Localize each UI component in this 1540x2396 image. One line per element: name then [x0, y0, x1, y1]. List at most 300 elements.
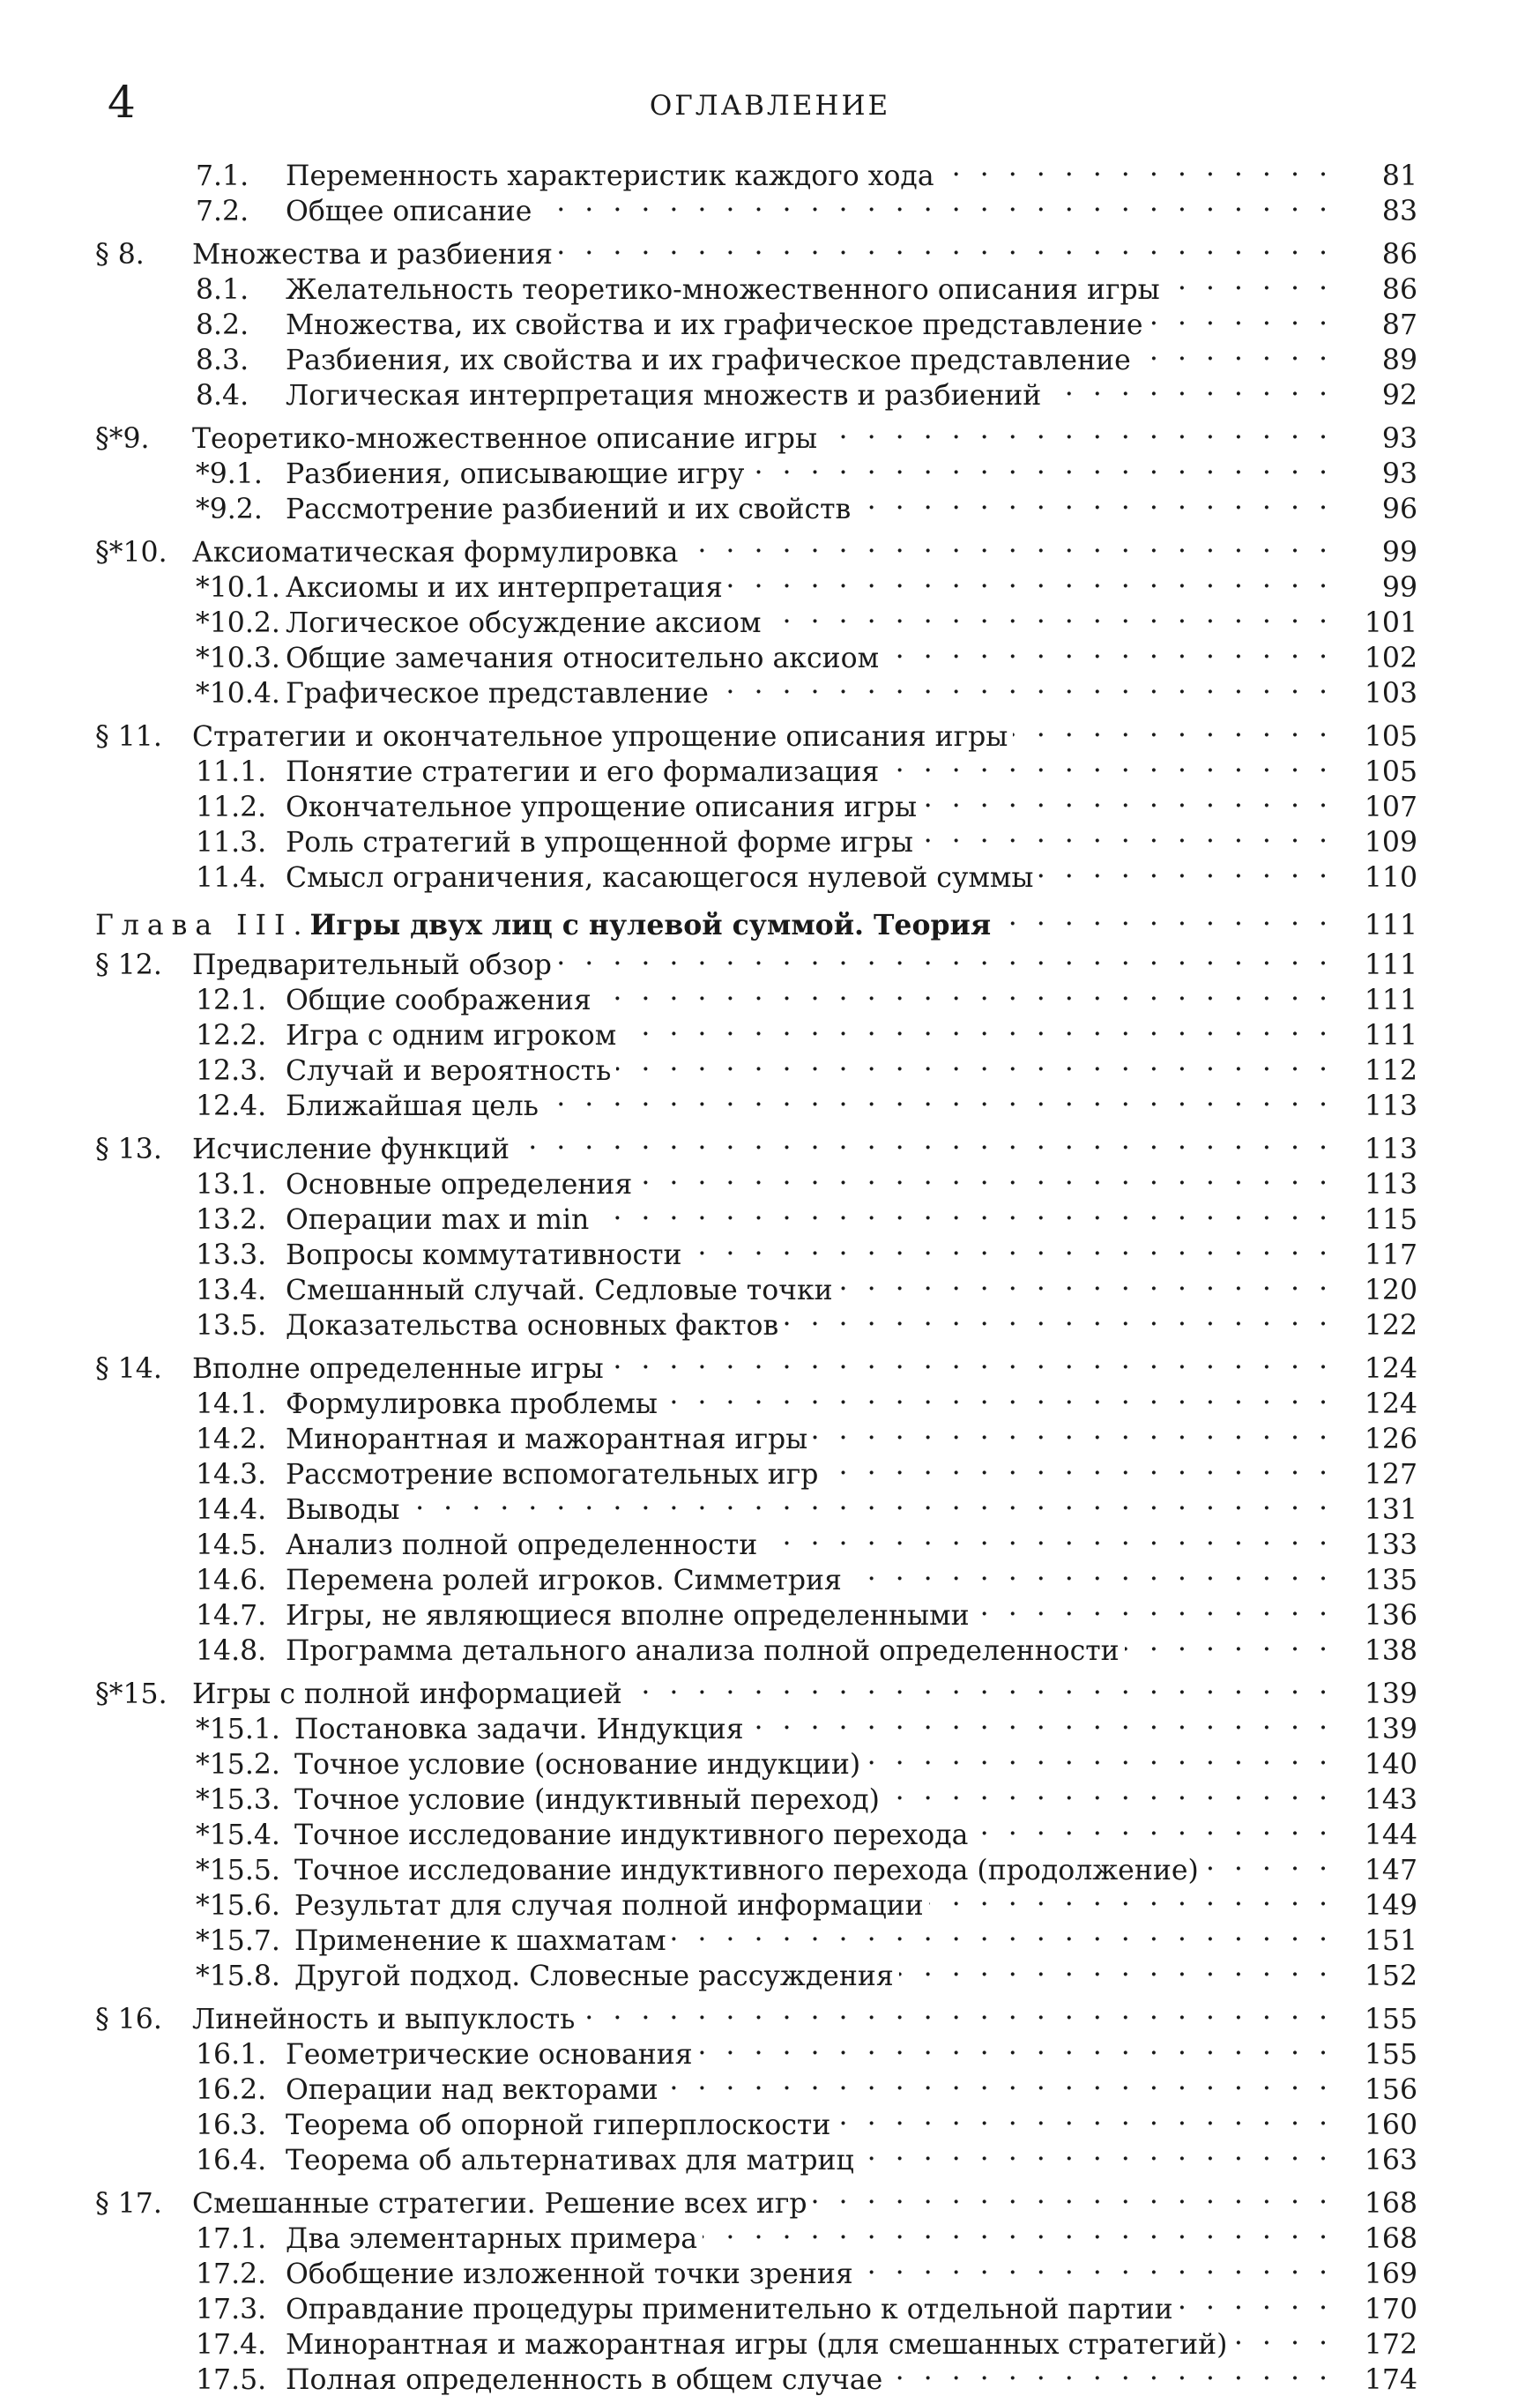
toc-chapter-entry [95, 906, 1417, 941]
toc-subsection-entry [95, 859, 1417, 894]
toc-entry-number: *10.2. [196, 608, 286, 640]
toc-entry-number: 13.5. [196, 1311, 286, 1343]
toc-entry-page: 117 [1338, 1240, 1417, 1272]
toc-entry-number: 13.4. [196, 1276, 286, 1307]
toc-entry-number: *10.4. [196, 679, 286, 711]
toc-subsection-entry [95, 376, 1417, 412]
toc-entry-page: 126 [1338, 1425, 1417, 1456]
toc-entry-title: Постановка задачи. Индукция [294, 1715, 744, 1746]
toc-entry-page: 122 [1338, 1311, 1417, 1343]
toc-subsection-entry [95, 1455, 1417, 1491]
dot-leader [1165, 271, 1333, 299]
toc-entry-number: 13.1. [196, 1170, 286, 1202]
toc-entry-title: Формулировка проблемы [286, 1389, 658, 1421]
toc-subsection-entry [95, 1306, 1417, 1342]
toc-entry-number: 17.1. [196, 2224, 286, 2256]
toc-subsection-entry [95, 490, 1417, 525]
toc-entry-number: 8.4. [196, 381, 286, 413]
dot-leader [899, 1957, 1333, 1985]
toc-entry-title: Геометрические основания [286, 2040, 693, 2072]
table-of-contents [95, 157, 1417, 2396]
toc-entry-title: Применение к шахматам [294, 1926, 666, 1958]
dot-leader [838, 1271, 1333, 1299]
toc-entry-number: § 16. [95, 2005, 192, 2036]
toc-subsection-entry [95, 1851, 1417, 1886]
dot-leader [1149, 306, 1333, 334]
toc-entry-page: 136 [1338, 1601, 1417, 1633]
toc-entry-title: Общие замечания относительно аксиом [286, 644, 879, 675]
toc-entry-title: Роль стратегий в упрощенной форме игры [286, 828, 913, 859]
toc-subsection-entry [95, 2106, 1417, 2141]
dot-leader [1013, 718, 1333, 746]
page-number: 4 [108, 78, 136, 127]
toc-entry-title: Ближайшая цель [286, 1091, 539, 1123]
toc-entry-title: Предварительный обзор [192, 950, 552, 982]
toc-entry-page: 124 [1338, 1389, 1417, 1421]
toc-entry-number: *15.1. [196, 1715, 294, 1746]
toc-subsection-entry [95, 2141, 1417, 2176]
toc-subsection-entry [95, 823, 1417, 859]
dot-leader [1125, 1632, 1333, 1660]
toc-entry-title: Смешанные стратегии. Решение всех игр [192, 2189, 807, 2221]
toc-entry-title: Полная определенность в общем случае [286, 2365, 882, 2396]
dot-leader [637, 1165, 1333, 1194]
toc-subsection-entry [95, 981, 1417, 1016]
toc-entry-page: 163 [1338, 2146, 1417, 2177]
toc-entry-number: *10.3. [196, 644, 286, 675]
toc-entry-page: 93 [1338, 459, 1417, 491]
toc-entry-title: Линейность и выпуклость [192, 2005, 575, 2036]
toc-entry-number: *10.1. [196, 573, 286, 605]
dot-leader [664, 2071, 1333, 2099]
toc-entry-title: Общие соображения [286, 986, 591, 1017]
toc-entry-number: 8.1. [196, 275, 286, 307]
toc-entry-number: 14.8. [196, 1636, 286, 1668]
toc-entry-page: 131 [1338, 1495, 1417, 1527]
toc-entry-page: 113 [1338, 1135, 1417, 1166]
toc-entry-title: Понятие стратегии и его формализация [286, 757, 879, 789]
toc-entry-page: 155 [1338, 2040, 1417, 2072]
toc-section-entry [95, 1675, 1417, 1710]
toc-entry-page: 112 [1338, 1056, 1417, 1088]
toc-entry-number: 16.4. [196, 2146, 286, 2177]
dot-leader [621, 1016, 1333, 1045]
toc-entry-number: 17.2. [196, 2259, 286, 2291]
toc-entry-page: 156 [1338, 2075, 1417, 2107]
toc-entry-page: 105 [1338, 722, 1417, 754]
toc-entry-number: *15.6. [196, 1891, 294, 1923]
toc-entry-title: Переменность характеристик каждого хода [286, 161, 934, 193]
toc-entry-title: Операции над векторами [286, 2075, 658, 2107]
toc-entry-page: 99 [1338, 573, 1417, 605]
toc-entry-number: *9.1. [196, 459, 286, 491]
toc-entry-number: 16.2. [196, 2075, 286, 2107]
toc-entry-title: Точное условие (основание индукции) [294, 1750, 860, 1782]
toc-section-entry [95, 2000, 1417, 2035]
toc-entry-page: 111 [1338, 911, 1417, 942]
toc-entry-title: Исчисление функций [192, 1135, 510, 1166]
dot-leader [822, 420, 1333, 448]
toc-entry-number: 14.1. [196, 1389, 286, 1421]
toc-subsection-entry [95, 1781, 1417, 1816]
toc-entry-page: 93 [1338, 424, 1417, 456]
toc-entry-title: Аксиомы и их интерпретация [286, 573, 723, 605]
dot-leader [703, 2220, 1333, 2248]
toc-entry-page: 138 [1338, 1636, 1417, 1668]
toc-entry-title: Операции max и min [286, 1205, 589, 1237]
dot-leader [1179, 2290, 1333, 2318]
toc-section-entry [95, 1130, 1417, 1165]
toc-entry-page: 111 [1338, 950, 1417, 982]
toc-subsection-entry [95, 2361, 1417, 2396]
toc-entry-number: *15.2. [196, 1750, 294, 1782]
toc-section-entry [95, 533, 1417, 569]
dot-leader [940, 157, 1333, 185]
toc-section-entry [95, 718, 1417, 753]
toc-entry-page: 86 [1338, 275, 1417, 307]
toc-entry-title: Общее описание [286, 197, 532, 228]
dot-leader [515, 1130, 1333, 1158]
toc-entry-number: *15.3. [196, 1785, 294, 1817]
dot-leader [763, 1526, 1333, 1554]
toc-entry-number: 14.3. [196, 1460, 286, 1492]
toc-subsection-entry [95, 2071, 1417, 2106]
toc-entry-page: 135 [1338, 1566, 1417, 1597]
toc-entry-title: Точное исследование индуктивного перехода [294, 1820, 968, 1852]
toc-entry-title: Анализ полной определенности [286, 1530, 757, 1562]
toc-section-entry [95, 1350, 1417, 1385]
toc-entry-number: 12.4. [196, 1091, 286, 1123]
toc-subsection-entry [95, 1816, 1417, 1851]
toc-entry-title: Смешанный случай. Седловые точки [286, 1276, 833, 1307]
dot-leader [884, 639, 1333, 667]
toc-entry-page: 174 [1338, 2365, 1417, 2396]
toc-subsection-entry [95, 192, 1417, 227]
dot-leader [558, 235, 1333, 264]
toc-entry-title: Рассмотрение вспомогательных игр [286, 1460, 818, 1492]
toc-entry-page: 152 [1338, 1961, 1417, 1993]
toc-entry-page: 151 [1338, 1926, 1417, 1958]
toc-entry-title: Рассмотрение разбиений и их свойств [286, 495, 851, 526]
toc-entry-page: 168 [1338, 2224, 1417, 2256]
toc-entry-page: 107 [1338, 792, 1417, 824]
toc-entry-number: 8.3. [196, 346, 286, 377]
toc-subsection-entry [95, 1491, 1417, 1526]
toc-entry-number: § 11. [95, 722, 192, 754]
toc-entry-page: 101 [1338, 608, 1417, 640]
toc-entry-page: 160 [1338, 2110, 1417, 2142]
dot-leader [859, 2141, 1333, 2169]
toc-entry-page: 133 [1338, 1530, 1417, 1562]
toc-subsection-entry [95, 2220, 1417, 2255]
toc-section-entry [95, 420, 1417, 455]
dot-leader [537, 192, 1333, 220]
page-header [0, 78, 1540, 130]
toc-subsection-entry [95, 1596, 1417, 1632]
toc-entry-page: 103 [1338, 679, 1417, 711]
toc-entry-title: Минорантная и мажорантная игры [286, 1425, 807, 1456]
toc-subsection-entry [95, 2035, 1417, 2071]
dot-leader [683, 533, 1333, 562]
toc-entry-number: 14.6. [196, 1566, 286, 1597]
dot-leader [1232, 2325, 1333, 2354]
toc-entry-page: 110 [1338, 863, 1417, 895]
dot-leader [609, 1350, 1333, 1378]
dot-leader [616, 1052, 1333, 1080]
dot-leader [698, 2035, 1333, 2064]
toc-entry-page: 149 [1338, 1891, 1417, 1923]
toc-entry-number: *15.8. [196, 1961, 294, 1993]
dot-leader [929, 1886, 1333, 1915]
toc-entry-title: Минорантная и мажорантная игры (для смешанных стратегий) [286, 2330, 1227, 2362]
toc-entry-title: Доказательства основных фактов [286, 1311, 778, 1343]
toc-entry-page: 87 [1338, 310, 1417, 342]
dot-leader [1204, 1851, 1333, 1879]
toc-entry-number: *15.4. [196, 1820, 294, 1852]
dot-leader [557, 946, 1333, 974]
dot-leader [973, 1816, 1333, 1844]
toc-subsection-entry [95, 1886, 1417, 1922]
dot-leader [1046, 376, 1333, 405]
dot-leader [767, 604, 1334, 632]
toc-entry-number: 11.1. [196, 757, 286, 789]
toc-subsection-entry [95, 2290, 1417, 2325]
toc-subsection-entry [95, 1236, 1417, 1271]
dot-leader [714, 674, 1333, 703]
toc-entry-page: 124 [1338, 1354, 1417, 1386]
toc-entry-number: 17.5. [196, 2365, 286, 2396]
toc-entry-page: 140 [1338, 1750, 1417, 1782]
dot-leader [884, 753, 1333, 781]
toc-entry-page: 168 [1338, 2189, 1417, 2221]
toc-entry-title: Основные определения [286, 1170, 632, 1202]
toc-subsection-entry [95, 1420, 1417, 1455]
toc-entry-page: 105 [1338, 757, 1417, 789]
toc-entry-number: § 12. [95, 950, 192, 982]
toc-entry-number: 7.1. [196, 161, 286, 193]
toc-entry-page: 109 [1338, 828, 1417, 859]
toc-entry-page: 111 [1338, 1021, 1417, 1053]
toc-entry-number: 16.3. [196, 2110, 286, 2142]
toc-subsection-entry [95, 1632, 1417, 1667]
toc-subsection-entry [95, 1922, 1417, 1957]
toc-subsection-entry [95, 1087, 1417, 1122]
toc-entry-title: Теорема об альтернативах для матриц [286, 2146, 854, 2177]
toc-entry-number: § 13. [95, 1135, 192, 1166]
dot-leader [663, 1385, 1333, 1413]
dot-leader [847, 1561, 1333, 1589]
toc-entry-title: Вполне определенные игры [192, 1354, 604, 1386]
toc-subsection-entry [95, 569, 1417, 604]
toc-entry-page: 113 [1338, 1091, 1417, 1123]
toc-entry-title: Программа детального анализа полной определенности [286, 1636, 1120, 1668]
dot-leader [580, 2000, 1333, 2028]
toc-entry-title: Перемена ролей игроков. Симметрия [286, 1566, 842, 1597]
toc-entry-page: 89 [1338, 346, 1417, 377]
toc-subsection-entry [95, 1016, 1417, 1052]
toc-entry-number: 8.2. [196, 310, 286, 342]
toc-entry-number: 11.3. [196, 828, 286, 859]
toc-entry-title: Игры, не являющиеся вполне определенными [286, 1601, 970, 1633]
dot-leader [975, 1596, 1333, 1625]
toc-entry-page: 96 [1338, 495, 1417, 526]
dot-leader [856, 490, 1333, 518]
toc-subsection-entry [95, 1385, 1417, 1420]
toc-entry-title: Другой подход. Словесные рассуждения [294, 1961, 894, 1993]
toc-section-entry [95, 946, 1417, 981]
toc-entry-number: 11.4. [196, 863, 286, 895]
dot-leader [922, 788, 1333, 816]
toc-entry-number: 17.3. [196, 2295, 286, 2326]
toc-entry-number: § 8. [95, 240, 192, 272]
toc-entry-title: Точное исследование индуктивного перехода (продолжение) [294, 1856, 1199, 1887]
toc-entry-title: Логическая интерпретация множеств и разбиений [286, 381, 1041, 413]
toc-entry-title: Оправдание процедуры применительно к отдельной партии [286, 2295, 1173, 2326]
toc-entry-page: 120 [1338, 1276, 1417, 1307]
dot-leader [749, 455, 1333, 483]
toc-entry-title: Обобщение изложенной точки зрения [286, 2259, 853, 2291]
toc-entry-number: 14.7. [196, 1601, 286, 1633]
dot-leader [885, 1781, 1333, 1809]
toc-entry-title: Стратегии и окончательное упрощение описания игры [192, 722, 1008, 754]
toc-subsection-entry [95, 1745, 1417, 1781]
toc-subsection-entry [95, 455, 1417, 490]
toc-subsection-entry [95, 1201, 1417, 1236]
toc-entry-title: Выводы [286, 1495, 399, 1527]
toc-entry-title: Вопросы коммутативности [286, 1240, 682, 1272]
dot-leader [597, 981, 1333, 1009]
toc-entry-title: Окончательное упрощение описания игры [286, 792, 917, 824]
dot-leader [784, 1306, 1333, 1335]
dot-leader [1136, 341, 1333, 369]
toc-entry-page: 81 [1338, 161, 1417, 193]
toc-entry-title: Аксиоматическая формулировка [192, 538, 678, 569]
toc-entry-page: 172 [1338, 2330, 1417, 2362]
toc-entry-title: Точное условие (индуктивный переход) [294, 1785, 880, 1817]
toc-subsection-entry [95, 2255, 1417, 2290]
toc-entry-page: 86 [1338, 240, 1417, 272]
toc-subsection-entry [95, 2325, 1417, 2361]
toc-entry-number: 11.2. [196, 792, 286, 824]
toc-entry-number: *15.7. [196, 1926, 294, 1958]
toc-section-entry [95, 2184, 1417, 2220]
toc-entry-title: Разбиения, их свойства и их графическое представление [286, 346, 1131, 377]
toc-entry-number: 17.4. [196, 2330, 286, 2362]
toc-entry-number: 13.3. [196, 1240, 286, 1272]
toc-entry-page: 102 [1338, 644, 1417, 675]
toc-subsection-entry [95, 271, 1417, 306]
dot-leader [405, 1491, 1333, 1519]
toc-section-entry [95, 235, 1417, 271]
toc-subsection-entry [95, 1957, 1417, 1992]
toc-entry-page: 113 [1338, 1170, 1417, 1202]
toc-entry-number: *15.5. [196, 1856, 294, 1887]
dot-leader [749, 1710, 1333, 1738]
dot-leader [866, 1745, 1333, 1774]
dot-leader [688, 1236, 1333, 1264]
toc-subsection-entry [95, 788, 1417, 823]
toc-entry-title: Разбиения, описывающие игру [286, 459, 744, 491]
toc-entry-page: 92 [1338, 381, 1417, 413]
toc-subsection-entry [95, 639, 1417, 674]
toc-entry-title: Смысл ограничения, касающегося нулевой суммы [286, 863, 1033, 895]
toc-entry-page: 139 [1338, 1679, 1417, 1711]
dot-leader [813, 1420, 1333, 1448]
toc-subsection-entry [95, 341, 1417, 376]
toc-subsection-entry [95, 1561, 1417, 1596]
toc-entry-number: Глава III. [95, 911, 310, 942]
toc-entry-title: Теорема об опорной гиперплоскости [286, 2110, 830, 2142]
toc-entry-title: Логическое обсуждение аксиом [286, 608, 762, 640]
toc-subsection-entry [95, 1710, 1417, 1745]
dot-leader [823, 1455, 1333, 1484]
dot-leader [672, 1922, 1333, 1950]
toc-entry-title: Игры двух лиц с нулевой суммой. Теория [310, 910, 992, 941]
dot-leader [919, 823, 1333, 852]
toc-entry-number: 16.1. [196, 2040, 286, 2072]
toc-entry-number: 12.3. [196, 1056, 286, 1088]
toc-entry-page: 169 [1338, 2259, 1417, 2291]
toc-subsection-entry [95, 1165, 1417, 1201]
dot-leader [628, 1675, 1333, 1703]
toc-entry-number: § 14. [95, 1354, 192, 1386]
toc-entry-number: 7.2. [196, 197, 286, 228]
toc-entry-page: 111 [1338, 986, 1417, 1017]
toc-subsection-entry [95, 604, 1417, 639]
toc-entry-page: 83 [1338, 197, 1417, 228]
dot-leader [1038, 859, 1333, 887]
toc-subsection-entry [95, 306, 1417, 341]
toc-subsection-entry [95, 157, 1417, 192]
toc-entry-page: 99 [1338, 538, 1417, 569]
toc-subsection-entry [95, 1526, 1417, 1561]
toc-entry-number: 14.4. [196, 1495, 286, 1527]
dot-leader [594, 1201, 1333, 1229]
toc-entry-number: §*10. [95, 538, 192, 569]
toc-entry-page: 170 [1338, 2295, 1417, 2326]
dot-leader [544, 1087, 1333, 1115]
running-title: ОГЛАВЛЕНИЕ [0, 90, 1540, 122]
dot-leader [836, 2106, 1333, 2134]
dot-leader [728, 569, 1333, 597]
toc-entry-number: 12.2. [196, 1021, 286, 1053]
toc-entry-number: §*9. [95, 424, 192, 456]
toc-entry-title: Два элементарных примера [286, 2224, 697, 2256]
toc-entry-number: §*15. [95, 1679, 192, 1711]
toc-subsection-entry [95, 674, 1417, 710]
toc-entry-title: Теоретико-множественное описание игры [192, 424, 817, 456]
toc-entry-number: § 17. [95, 2189, 192, 2221]
toc-entry-title: Игры с полной информацией [192, 1679, 622, 1711]
toc-entry-page: 155 [1338, 2005, 1417, 2036]
toc-entry-page: 147 [1338, 1856, 1417, 1887]
toc-entry-page: 144 [1338, 1820, 1417, 1852]
toc-entry-title: Игра с одним игроком [286, 1021, 616, 1053]
toc-entry-title: Случай и вероятность [286, 1056, 611, 1088]
toc-subsection-entry [95, 1052, 1417, 1087]
toc-entry-page: 127 [1338, 1460, 1417, 1492]
toc-entry-page: 143 [1338, 1785, 1417, 1817]
toc-entry-title: Графическое представление [286, 679, 709, 711]
toc-entry-title: Множества и разбиения [192, 240, 553, 272]
dot-leader [859, 2255, 1333, 2283]
toc-entry-number: 13.2. [196, 1205, 286, 1237]
toc-entry-number: 14.2. [196, 1425, 286, 1456]
toc-subsection-entry [95, 1271, 1417, 1306]
toc-entry-number: 14.5. [196, 1530, 286, 1562]
toc-entry-title: Множества, их свойства и их графическое представление [286, 310, 1143, 342]
toc-entry-title: Желательность теоретико-множественного описания игры [286, 275, 1160, 307]
